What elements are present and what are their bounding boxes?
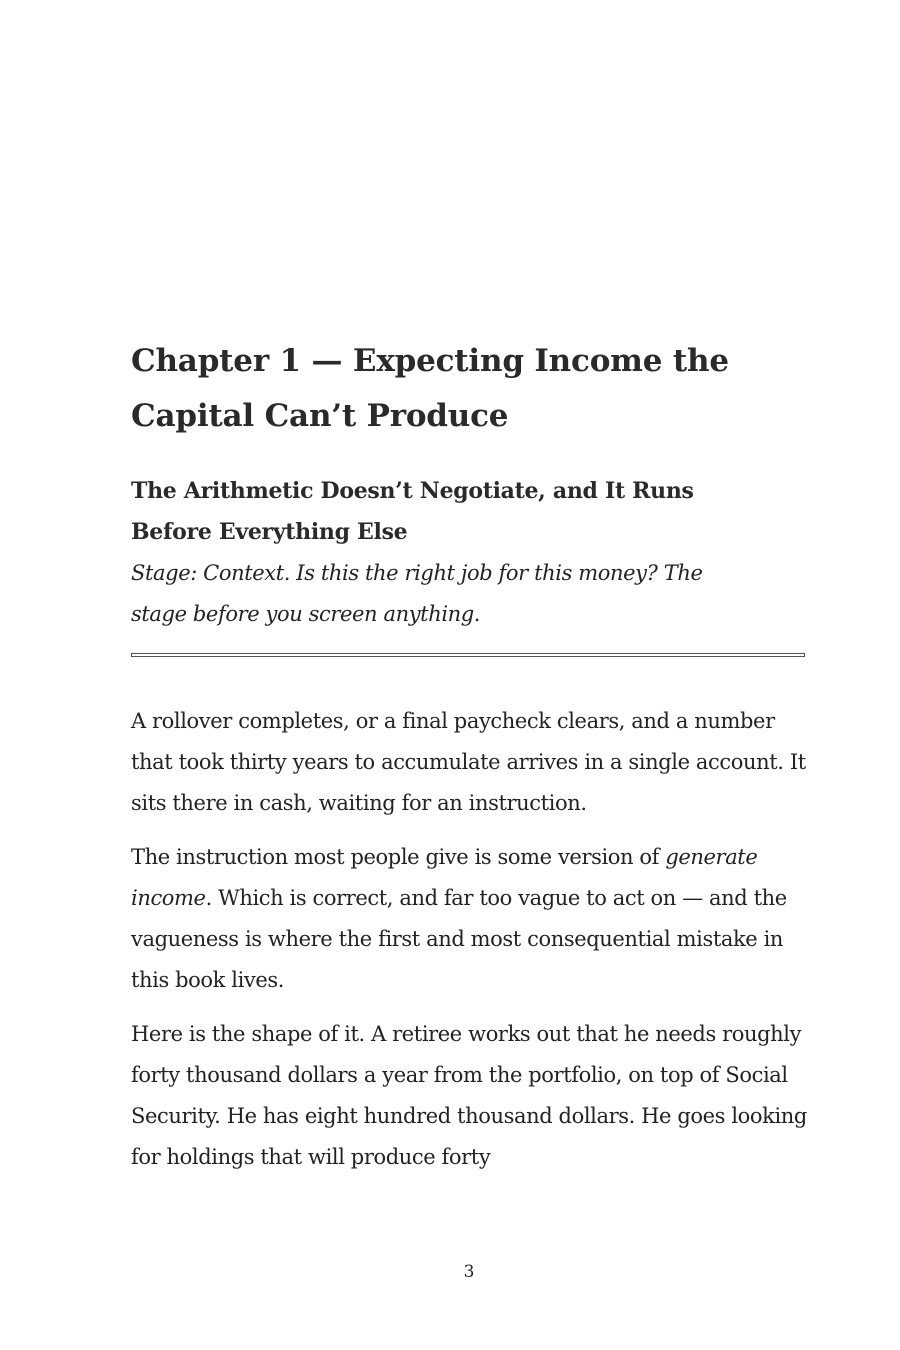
section-divider [131,653,805,657]
stage-note [131,553,807,635]
stage-note-line-1: Stage: Context. Is this the right job for this money? The [131,561,703,585]
chapter-subtitle [131,471,807,553]
paragraph-2-text-end: . Which is correct, and far too vague to act on — and the vagueness is where the first and most consequential mistake in this book lives. [131,886,787,992]
chapter-title-line-2: Capital Can’t Produce [131,398,509,434]
chapter-title [131,334,807,444]
body-text [131,701,807,1191]
paragraph-1: A rollover completes, or a final paycheck clears, and a number that took thirty years to accumulate arrives in a single account. It sits there in cash, waiting for an instruction. [131,709,806,815]
paragraph-2 [131,837,807,1001]
page-number: 3 [463,1262,475,1282]
chapter-subtitle-line-2: Before Everything Else [131,519,408,545]
paragraph-3: Here is the shape of it. A retiree works out that he needs roughly forty thousand dollars a year from the portfolio, on top of Social Security. He has eight hundred thousand dollars. He goes looking for holdings that will produce forty [131,1022,807,1169]
chapter-subtitle-line-1: The Arithmetic Doesn’t Negotiate, and It Runs [131,478,694,504]
chapter-title-line-1: Chapter 1 — Expecting Income the [131,343,729,379]
paragraph-2-emphasis: generate income [131,845,758,910]
paragraph-2-text-start: The instruction most people give is some version of [131,845,666,869]
stage-note-line-2: stage before you screen anything. [131,602,481,626]
book-page [131,0,807,1350]
